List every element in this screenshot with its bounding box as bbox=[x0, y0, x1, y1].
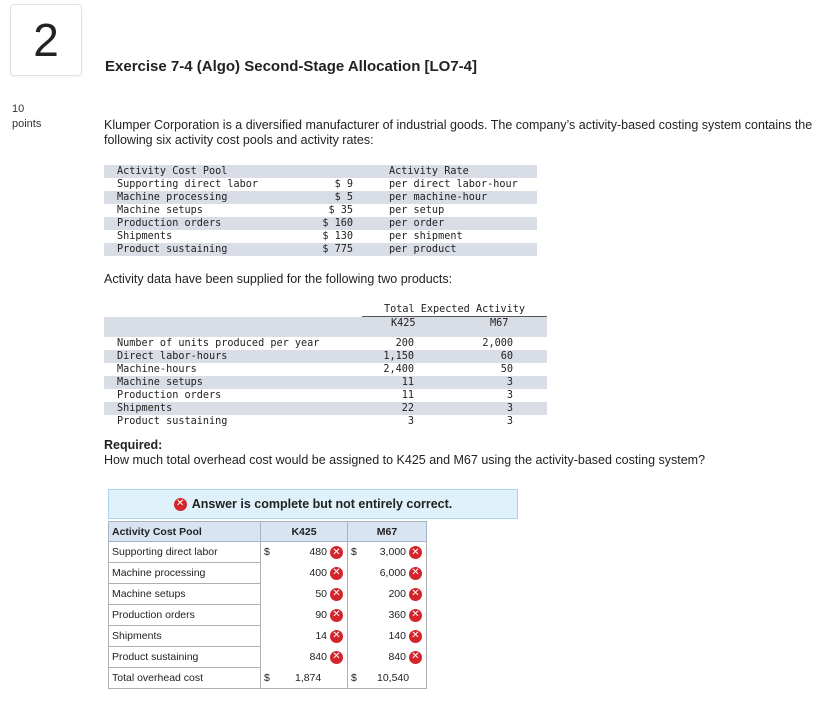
activity-k425: 11 bbox=[401, 377, 414, 388]
activity-k425: 11 bbox=[401, 390, 414, 401]
rates-row bbox=[104, 230, 537, 243]
answer-k425-cell[interactable] bbox=[261, 563, 348, 584]
activity-k425: 1,150 bbox=[383, 351, 414, 362]
answer-header-pool: Activity Cost Pool bbox=[109, 522, 261, 542]
rates-row bbox=[104, 178, 537, 191]
incorrect-icon: ✕ bbox=[330, 630, 343, 643]
answer-pool: Production orders bbox=[109, 605, 261, 626]
answer-pool: Shipments bbox=[109, 626, 261, 647]
answer-m67-cell[interactable] bbox=[348, 584, 427, 605]
dollar-sign: $ bbox=[351, 671, 357, 684]
x-circle-icon: ✕ bbox=[174, 498, 187, 511]
col-k425: K425 bbox=[391, 318, 416, 329]
activity-column-header bbox=[104, 317, 547, 330]
rate-unit: per product bbox=[389, 244, 457, 255]
answer-total-k425-cell bbox=[261, 668, 348, 689]
answer-m67-value: 3,000 bbox=[379, 546, 406, 558]
activity-m67: 60 bbox=[500, 351, 513, 362]
feedback-message: Answer is complete but not entirely correct. bbox=[191, 497, 453, 511]
answer-row bbox=[109, 605, 427, 626]
incorrect-icon: ✕ bbox=[409, 546, 422, 559]
rates-header-pool: Activity Cost Pool bbox=[117, 166, 228, 177]
activity-label: Direct labor-hours bbox=[117, 351, 228, 362]
incorrect-icon: ✕ bbox=[330, 609, 343, 622]
activity-m67: 3 bbox=[506, 416, 513, 427]
activity-m67: 3 bbox=[506, 390, 513, 401]
activity-row bbox=[104, 389, 547, 402]
answer-m67-value: 200 bbox=[388, 587, 406, 600]
rate-unit: per order bbox=[389, 218, 445, 229]
dollar-sign: $ bbox=[264, 671, 270, 684]
answer-pool: Product sustaining bbox=[109, 647, 261, 668]
answer-k425-cell[interactable] bbox=[261, 626, 348, 647]
answer-k425-cell[interactable] bbox=[261, 605, 348, 626]
answer-k425-value: 840 bbox=[309, 650, 327, 663]
answer-m67-value: 140 bbox=[388, 629, 406, 642]
incorrect-icon: ✕ bbox=[409, 588, 422, 601]
rates-row bbox=[104, 204, 537, 217]
activity-row bbox=[104, 415, 547, 428]
answer-total-k425: 1,874 bbox=[295, 671, 322, 684]
rate-pool: Production orders bbox=[117, 218, 222, 229]
intro-line-1: Klumper Corporation is a diversified manufacturer of industrial goods. The company’s activity-based costing system contains the bbox=[104, 118, 813, 132]
col-m67: M67 bbox=[490, 318, 509, 329]
answer-row bbox=[109, 563, 427, 584]
rate-amount: $ 35 bbox=[328, 205, 353, 216]
activity-label: Product sustaining bbox=[117, 416, 228, 427]
activity-k425: 3 bbox=[407, 416, 414, 427]
activity-row bbox=[104, 402, 547, 415]
answer-header-m67: M67 bbox=[348, 522, 427, 542]
activity-label: Number of units produced per year bbox=[117, 338, 320, 349]
rate-pool: Product sustaining bbox=[117, 244, 228, 255]
rate-unit: per machine-hour bbox=[389, 192, 488, 203]
activity-k425: 2,400 bbox=[383, 364, 414, 375]
answer-k425-value: 14 bbox=[315, 629, 327, 642]
rate-unit: per setup bbox=[389, 205, 445, 216]
exercise-title: Exercise 7-4 (Algo) Second-Stage Allocation [LO7-4] bbox=[105, 58, 478, 75]
activity-rates-table bbox=[104, 165, 537, 256]
question-number: 2 bbox=[10, 4, 82, 76]
activity-label: Machine setups bbox=[117, 377, 203, 388]
answer-m67-cell[interactable] bbox=[348, 626, 427, 647]
rates-row bbox=[104, 243, 537, 256]
incorrect-icon: ✕ bbox=[409, 609, 422, 622]
activity-m67: 2,000 bbox=[482, 338, 513, 349]
answer-m67-value: 840 bbox=[388, 650, 406, 663]
rate-pool: Supporting direct labor bbox=[117, 179, 259, 190]
answer-pool: Machine processing bbox=[109, 563, 261, 584]
activity-m67: 3 bbox=[506, 377, 513, 388]
rates-row bbox=[104, 191, 537, 204]
rates-header bbox=[104, 165, 537, 178]
total-expected-activity-label: Total Expected Activity bbox=[362, 304, 547, 317]
activity-k425: 200 bbox=[395, 338, 414, 349]
incorrect-icon: ✕ bbox=[409, 567, 422, 580]
dollar-sign: $ bbox=[264, 546, 270, 558]
rate-pool: Shipments bbox=[117, 231, 173, 242]
answer-k425-value: 50 bbox=[315, 587, 327, 600]
answer-m67-cell[interactable] bbox=[348, 647, 427, 668]
activity-header-spacer bbox=[104, 330, 547, 337]
rate-amount: $ 775 bbox=[322, 244, 353, 255]
dollar-sign: $ bbox=[351, 546, 357, 558]
points-value: 10 bbox=[12, 103, 25, 115]
rate-amount: $ 9 bbox=[334, 179, 353, 190]
activity-label: Production orders bbox=[117, 390, 222, 401]
rate-unit: per shipment bbox=[389, 231, 463, 242]
answer-total-row bbox=[109, 668, 427, 689]
answer-row bbox=[109, 584, 427, 605]
answer-pool: Machine setups bbox=[109, 584, 261, 605]
activity-m67: 50 bbox=[500, 364, 513, 375]
activity-data-table bbox=[104, 304, 547, 428]
feedback-banner bbox=[108, 489, 518, 519]
rates-header-rate: Activity Rate bbox=[389, 166, 469, 177]
required-question: How much total overhead cost would be assigned to K425 and M67 using the activity-based costing system? bbox=[104, 453, 706, 467]
activity-k425: 22 bbox=[401, 403, 414, 414]
rate-unit: per direct labor-hour bbox=[389, 179, 518, 190]
answer-k425-cell[interactable] bbox=[261, 584, 348, 605]
answer-m67-cell[interactable] bbox=[348, 563, 427, 584]
answer-k425-value: 90 bbox=[315, 608, 327, 621]
incorrect-icon: ✕ bbox=[409, 651, 422, 664]
rate-pool: Machine processing bbox=[117, 192, 228, 203]
answer-m67-value: 6,000 bbox=[379, 566, 406, 579]
rate-amount: $ 5 bbox=[334, 192, 353, 203]
answer-row bbox=[109, 626, 427, 647]
answer-k425-cell[interactable] bbox=[261, 542, 348, 563]
answer-pool: Supporting direct labor bbox=[109, 542, 261, 563]
answer-m67-value: 360 bbox=[388, 608, 406, 621]
rate-pool: Machine setups bbox=[117, 205, 203, 216]
answer-k425-value: 400 bbox=[309, 566, 327, 579]
incorrect-icon: ✕ bbox=[330, 651, 343, 664]
activity-intro: Activity data have been supplied for the following two products: bbox=[104, 272, 453, 286]
answer-k425-value: 480 bbox=[309, 546, 327, 558]
answer-total-label: Total overhead cost bbox=[109, 668, 261, 689]
incorrect-icon: ✕ bbox=[330, 546, 343, 559]
answer-total-m67-cell bbox=[348, 668, 427, 689]
intro-text bbox=[104, 118, 837, 148]
incorrect-icon: ✕ bbox=[330, 567, 343, 580]
answer-row bbox=[109, 542, 427, 563]
answer-m67-cell[interactable] bbox=[348, 605, 427, 626]
answer-table bbox=[108, 521, 427, 689]
activity-row bbox=[104, 337, 547, 350]
rate-amount: $ 130 bbox=[322, 231, 353, 242]
rates-row bbox=[104, 217, 537, 230]
answer-row bbox=[109, 647, 427, 668]
activity-row bbox=[104, 350, 547, 363]
activity-label: Shipments bbox=[117, 403, 173, 414]
activity-m67: 3 bbox=[506, 403, 513, 414]
answer-m67-cell[interactable] bbox=[348, 542, 427, 563]
intro-line-2: following six activity cost pools and activity rates: bbox=[104, 133, 374, 147]
activity-label: Machine-hours bbox=[117, 364, 197, 375]
activity-group-header bbox=[104, 304, 547, 317]
answer-k425-cell[interactable] bbox=[261, 647, 348, 668]
rate-amount: $ 160 bbox=[322, 218, 353, 229]
activity-row bbox=[104, 363, 547, 376]
answer-header-k425: K425 bbox=[261, 522, 348, 542]
activity-row bbox=[104, 376, 547, 389]
incorrect-icon: ✕ bbox=[330, 588, 343, 601]
incorrect-icon: ✕ bbox=[409, 630, 422, 643]
points-label: points bbox=[12, 118, 42, 130]
required-label: Required: bbox=[104, 438, 163, 452]
answer-total-m67: 10,540 bbox=[377, 671, 410, 684]
